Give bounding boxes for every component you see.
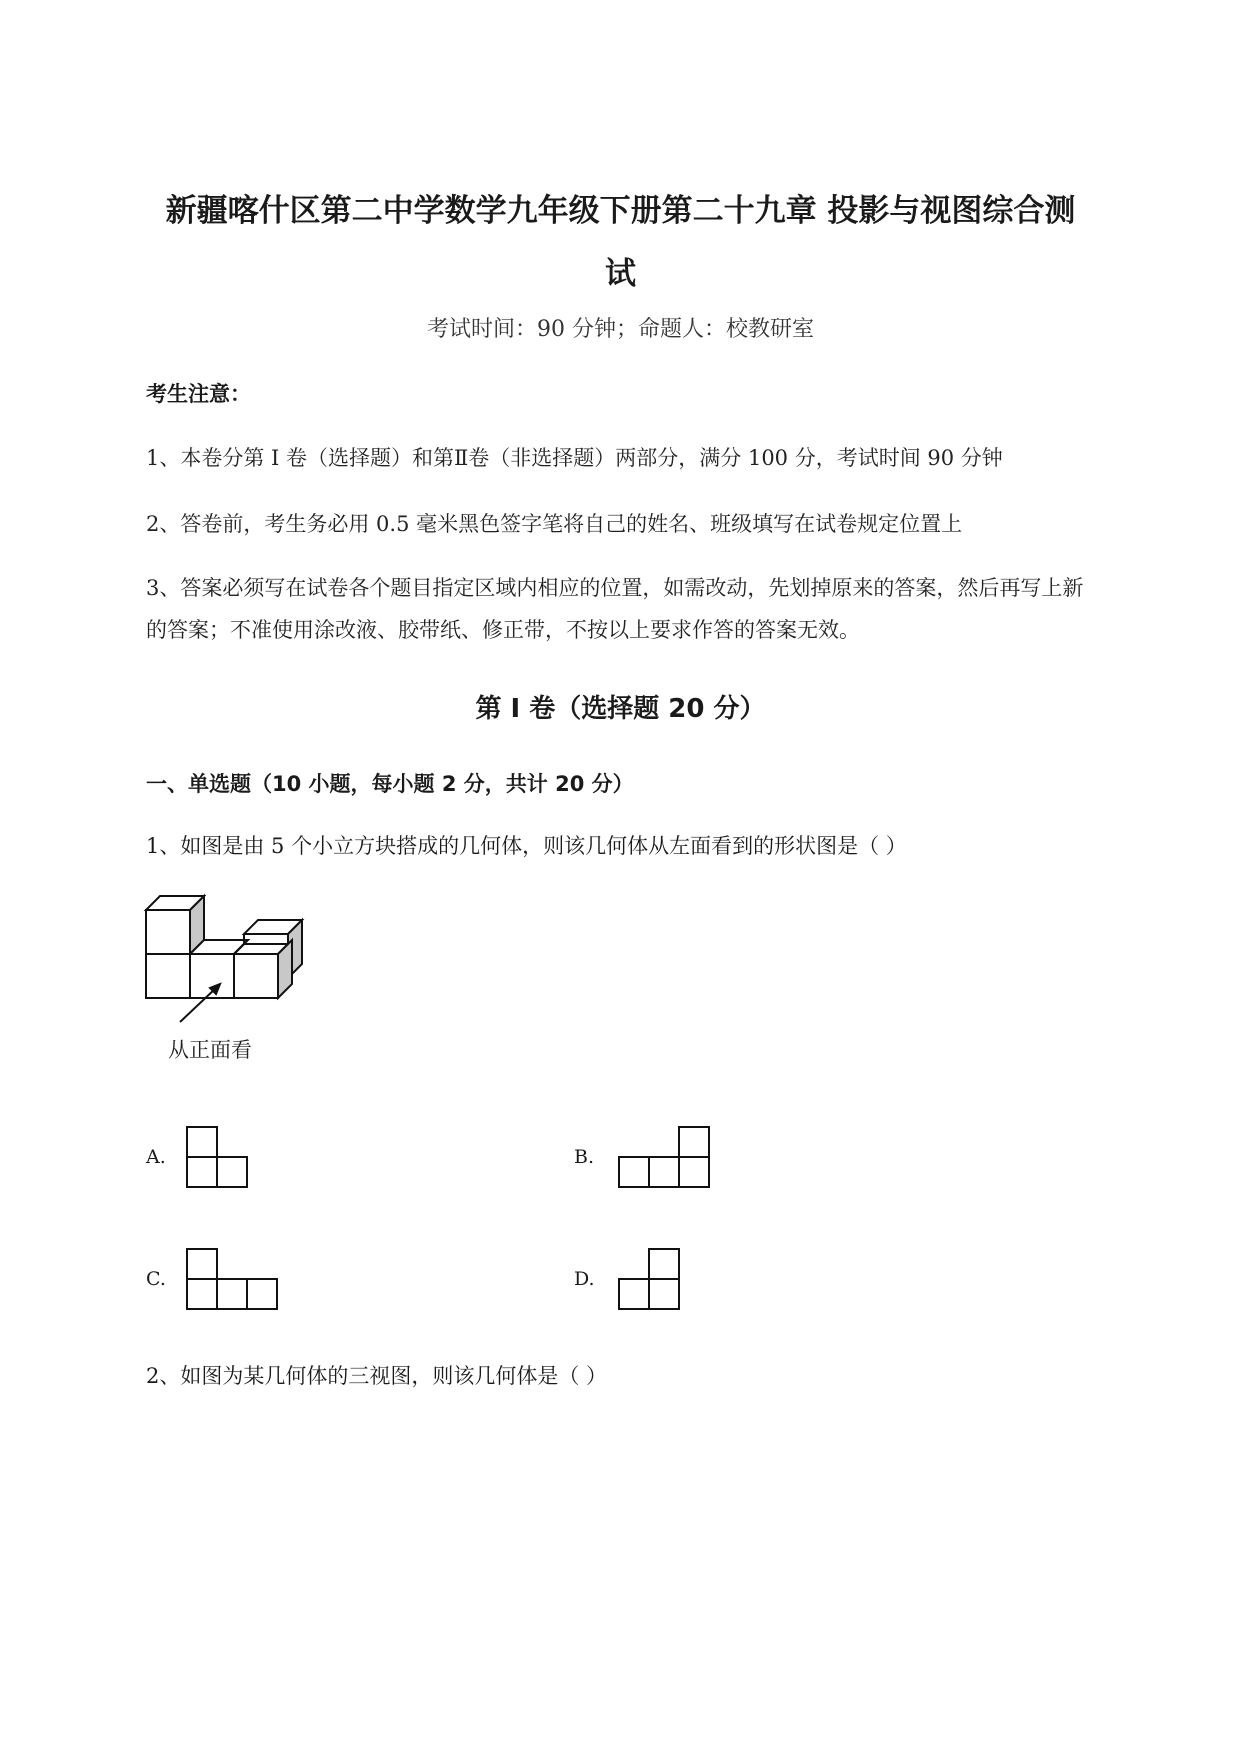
- document-title-line-2: 试: [605, 256, 636, 292]
- option-b-figure: [616, 1126, 712, 1192]
- notice-item-2: 2、答卷前，考生务必用 0.5 毫米黑色签字笔将自己的姓名、班级填写在试卷规定位置上: [146, 512, 963, 536]
- notice-item-3: 3、答案必须写在试卷各个题目指定区域内相应的位置，如需改动，先划掉原来的答案，然后再写上新: [146, 576, 1084, 600]
- exam-subtitle: 考试时间：90 分钟；命题人：校教研室: [427, 317, 814, 342]
- option-d-label[interactable]: D.: [574, 1268, 595, 1290]
- notice-heading: 考生注意：: [146, 382, 251, 406]
- section-title: 第 I 卷（选择题 20 分）: [475, 694, 766, 724]
- question-2-text: 2、如图为某几何体的三视图，则该几何体是（ ）: [146, 1364, 608, 1388]
- part-title: 一、单选题（10 小题，每小题 2 分，共计 20 分）: [146, 772, 634, 796]
- option-a-label[interactable]: A.: [146, 1146, 166, 1168]
- option-c-figure: [186, 1248, 282, 1314]
- option-c-label[interactable]: C.: [146, 1268, 166, 1290]
- option-a-figure: [186, 1126, 250, 1192]
- option-b-label[interactable]: B.: [574, 1146, 595, 1168]
- notice-item-3-continued: 的答案；不准使用涂改液、胶带纸、修正带，不按以上要求作答的答案无效。: [146, 618, 860, 642]
- document-title-line-1: 新疆喀什区第二中学数学九年级下册第二十九章 投影与视图综合测: [165, 193, 1076, 229]
- option-d-figure: [616, 1248, 682, 1314]
- question-1-figure-label: 从正面看: [168, 1038, 252, 1062]
- notice-item-1: 1、本卷分第 I 卷（选择题）和第Ⅱ卷（非选择题）两部分，满分 100 分，考试时间 90 分钟: [146, 446, 1003, 470]
- question-1-text: 1、如图是由 5 个小立方块搭成的几何体，则该几何体从左面看到的形状图是（ ）: [146, 834, 907, 858]
